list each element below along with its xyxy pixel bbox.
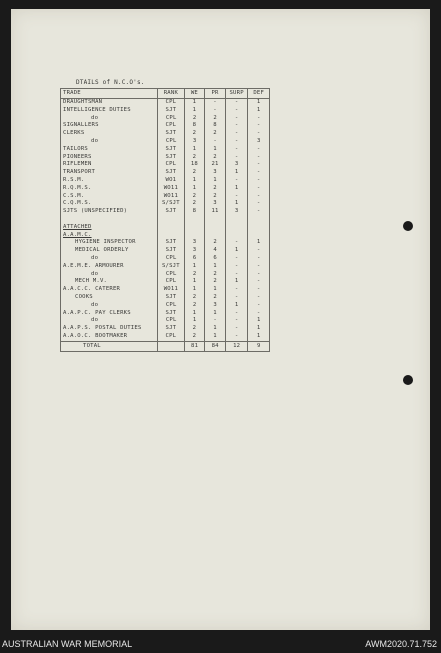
cell-we: 1 [185,177,206,185]
cell-rank: SJT [158,239,184,247]
total-label: TOTAL [61,342,158,351]
cell-pr: 8 [205,122,226,130]
cell-surp: - [226,294,249,302]
table-row [61,247,269,255]
col-header-trade: TRADE [61,89,158,98]
cell-trade: do [61,255,158,263]
cell-def: 1 [256,325,261,332]
cell-trade: SIGNALLERS [61,122,158,130]
cell-surp: - [226,115,249,123]
cell-rank: CPL [158,255,184,263]
cell-pr: - [205,99,226,107]
cell-surp: 3 [226,161,249,169]
cell-we: 1 [185,310,206,318]
cell-we: 6 [185,255,206,263]
cell-we: 1 [185,263,206,271]
cell-surp: - [226,333,249,341]
cell-we [185,216,206,224]
cell-def: 1 [256,317,261,324]
total-rank [158,342,184,351]
table-row [61,325,269,333]
cell-def: - [256,161,261,168]
cell-pr: 2 [205,294,226,302]
total-row [61,341,269,351]
cell-trade: TRANSPORT [61,169,158,177]
table-row [61,185,269,193]
cell-trade: MECH M.V. [61,278,158,286]
cell-def [248,224,269,232]
cell-trade: do [61,317,158,325]
cell-def: - [256,247,261,254]
cell-def: - [256,301,261,308]
cell-rank [158,216,185,224]
cell-trade: ATTACHED [61,224,158,232]
cell-surp: - [226,255,249,263]
cell-we: 2 [185,115,206,123]
cell-pr: 2 [205,278,226,286]
cell-surp: - [226,154,249,162]
table-row [61,115,269,123]
table-row [61,239,269,247]
cell-rank: CPL [158,302,184,310]
cell-trade: COOKS [61,294,158,302]
cell-surp: 1 [226,302,249,310]
table-row [61,146,269,154]
cell-trade: SJTS (UNSPECIFIED) [61,208,158,216]
cell-trade: do [61,271,158,279]
cell-pr: 2 [205,115,226,123]
cell-def: - [256,184,261,191]
cell-def: - [256,169,261,176]
cell-rank: SJT [158,169,185,177]
cell-def: - [256,270,261,277]
cell-rank: S/SJT [158,200,185,208]
table-row [61,122,269,130]
cell-def: 1 [256,106,261,113]
cell-trade: A.A.C.C. CATERER [61,286,158,294]
cell-we: 1 [185,185,206,193]
cell-surp [226,216,249,224]
cell-def: - [256,286,261,293]
cell-rank: SJT [158,146,185,154]
cell-pr: 1 [205,310,226,318]
cell-we: 2 [185,154,206,162]
cell-trade: R.S.M. [61,177,158,185]
cell-def: 1 [256,332,261,339]
cell-def: - [256,176,261,183]
cell-def [248,232,269,240]
cell-trade [61,216,158,224]
cell-trade: CLERKS [61,130,158,138]
table-row [61,333,269,341]
cell-pr: 21 [205,161,226,169]
cell-surp: - [226,263,249,271]
cell-trade: PIONEERS [61,154,158,162]
cell-we: 18 [185,161,206,169]
cell-surp [226,232,249,240]
cell-trade: R.Q.M.S. [61,185,158,193]
cell-surp: - [226,193,249,201]
cell-def: - [256,262,261,269]
cell-surp: - [226,138,249,146]
table-row [61,263,269,271]
col-header-pr: PR [205,89,226,98]
cell-surp: - [226,146,249,154]
table-row [61,161,269,169]
cell-we: 2 [185,302,206,310]
cell-def: - [256,200,261,207]
cell-we: 3 [185,239,206,247]
cell-def: - [256,192,261,199]
cell-trade: A.A.P.C. PAY CLERKS [61,310,158,318]
cell-def [248,216,269,224]
total-def: 9 [256,342,261,349]
cell-we: 2 [185,193,206,201]
cell-trade: HYGIENE INSPECTOR [61,239,158,247]
cell-we: 2 [185,130,206,138]
cell-we [185,224,206,232]
cell-we: 1 [185,278,206,286]
cell-surp [226,224,249,232]
cell-rank: SJT [158,294,184,302]
cell-surp: - [226,317,249,325]
cell-surp: - [226,130,249,138]
footer-institution: AUSTRALIAN WAR MEMORIAL [2,639,133,649]
cell-trade: DRAUGHTSMAN [61,99,158,107]
table-row [61,138,269,146]
table-header-row [61,89,269,99]
cell-pr: 2 [205,154,226,162]
cell-rank: CPL [158,138,184,146]
cell-rank: CPL [158,317,184,325]
cell-we: 1 [185,146,206,154]
cell-pr: 1 [205,263,226,271]
col-header-surp: SURP [226,89,249,98]
col-header-we: WE [185,89,206,98]
table-row [61,200,269,208]
cell-surp: 1 [226,185,249,193]
cell-trade: A.E.M.E. ARMOURER [61,263,158,271]
cell-pr [205,232,226,240]
cell-rank: SJT [158,325,185,333]
col-header-rank: RANK [158,89,185,98]
cell-surp: - [226,177,249,185]
cell-def: - [256,254,261,261]
table-row [61,99,269,107]
cell-rank: SJT [158,107,185,115]
cell-we: 3 [185,138,206,146]
cell-trade: C.S.M. [61,193,158,201]
cell-we: 2 [185,200,206,208]
cell-we: 2 [185,294,206,302]
table-row [61,278,269,286]
cell-rank: CPL [158,271,184,279]
cell-rank: CPL [158,278,184,286]
table-row [61,310,269,318]
cell-def: - [256,208,261,215]
table-row [61,317,269,325]
footer-accession-number: AWM2020.71.752 [365,639,437,649]
cell-pr: 1 [205,146,226,154]
table-row [61,224,269,232]
cell-pr [205,224,226,232]
cell-surp: - [226,310,249,318]
cell-trade: RIFLEMEN [61,161,158,169]
table-row [61,154,269,162]
cell-rank: CPL [158,122,185,130]
cell-pr: 1 [205,333,226,341]
cell-def: - [256,309,261,316]
cell-pr: 1 [205,177,226,185]
cell-we: 8 [185,208,206,216]
cell-def: - [256,122,261,129]
cell-rank: SJT [158,154,185,162]
table-row [61,255,269,263]
cell-pr: - [205,138,226,146]
cell-rank: CPL [158,161,185,169]
table-grid [60,88,270,352]
cell-pr: 2 [205,185,226,193]
cell-def: 1 [256,99,261,105]
total-surp: 12 [226,342,249,351]
cell-we: 2 [185,325,206,333]
cell-rank: CPL [158,115,184,123]
cell-rank: SJT [158,130,185,138]
total-we: 81 [185,342,206,351]
cell-def: - [256,130,261,137]
cell-we: 2 [185,169,206,177]
cell-we: 1 [185,99,206,107]
cell-surp: - [226,239,249,247]
table-heading: DTAILS of N.C.O's. [76,79,145,86]
cell-pr: 2 [205,271,226,279]
cell-pr: 2 [205,193,226,201]
cell-rank: WO11 [158,193,185,201]
nco-details-table [60,78,270,352]
cell-we: 1 [185,107,206,115]
archive-footer [0,636,441,653]
cell-surp: - [226,286,249,294]
table-row [61,216,269,224]
cell-def: - [256,278,261,285]
table-row [61,271,269,279]
cell-pr: 4 [205,247,226,255]
cell-surp: - [226,99,249,107]
punch-hole [403,375,413,385]
cell-pr: - [205,317,226,325]
table-row [61,107,269,115]
cell-trade: do [61,138,158,146]
cell-def: 1 [256,239,261,246]
cell-we: 2 [185,333,206,341]
cell-we: 1 [185,317,206,325]
cell-trade: INTELLIGENCE DUTIES [61,107,158,115]
cell-surp: 1 [226,247,249,255]
cell-trade: A.A.P.S. POSTAL DUTIES [61,325,158,333]
cell-rank: CPL [158,333,185,341]
cell-surp: - [226,107,249,115]
cell-pr [205,216,226,224]
cell-we [185,232,206,240]
cell-trade: A.A.O.C. BOOTMAKER [61,333,158,341]
cell-pr: 1 [205,286,226,294]
cell-we: 1 [185,286,206,294]
cell-def: 3 [256,137,261,144]
cell-trade: MEDICAL ORDERLY [61,247,158,255]
cell-rank: WO11 [158,185,185,193]
cell-rank: WO11 [158,286,185,294]
table-row [61,294,269,302]
cell-rank: CPL [158,99,185,107]
cell-pr: 11 [205,208,226,216]
cell-rank: WO1 [158,177,185,185]
cell-trade: A.A.M.C. [61,232,158,240]
cell-surp: 1 [226,169,249,177]
cell-surp: - [226,122,249,130]
total-pr: 84 [205,342,226,351]
cell-def: - [256,114,261,121]
cell-trade: do [61,302,158,310]
cell-def: - [256,153,261,160]
cell-surp: 1 [226,200,249,208]
cell-surp: 1 [226,278,249,286]
table-row [61,208,269,216]
cell-pr: 3 [205,169,226,177]
cell-surp: 3 [226,208,249,216]
cell-trade: TAILORS [61,146,158,154]
cell-rank [158,224,185,232]
cell-we: 3 [185,247,206,255]
cell-rank: SJT [158,310,185,318]
punch-hole [403,221,413,231]
cell-we: 2 [185,271,206,279]
table-row [61,302,269,310]
table-row [61,130,269,138]
cell-def: - [256,145,261,152]
cell-pr: 3 [205,200,226,208]
table-row [61,193,269,201]
table-row [61,177,269,185]
cell-pr: 3 [205,302,226,310]
cell-pr: - [205,107,226,115]
cell-pr: 1 [205,325,226,333]
cell-rank [158,232,185,240]
cell-rank: SJT [158,208,185,216]
cell-trade: C.Q.M.S. [61,200,158,208]
cell-rank: S/SJT [158,263,185,271]
cell-rank: SJT [158,247,184,255]
table-row [61,169,269,177]
cell-pr: 2 [205,130,226,138]
cell-surp: - [226,271,249,279]
cell-we: 8 [185,122,206,130]
cell-surp: - [226,325,249,333]
cell-trade: do [61,115,158,123]
col-header-def: DEF [253,90,265,96]
cell-pr: 2 [205,239,226,247]
cell-pr: 6 [205,255,226,263]
table-row [61,232,269,240]
table-row [61,286,269,294]
cell-def: - [256,293,261,300]
